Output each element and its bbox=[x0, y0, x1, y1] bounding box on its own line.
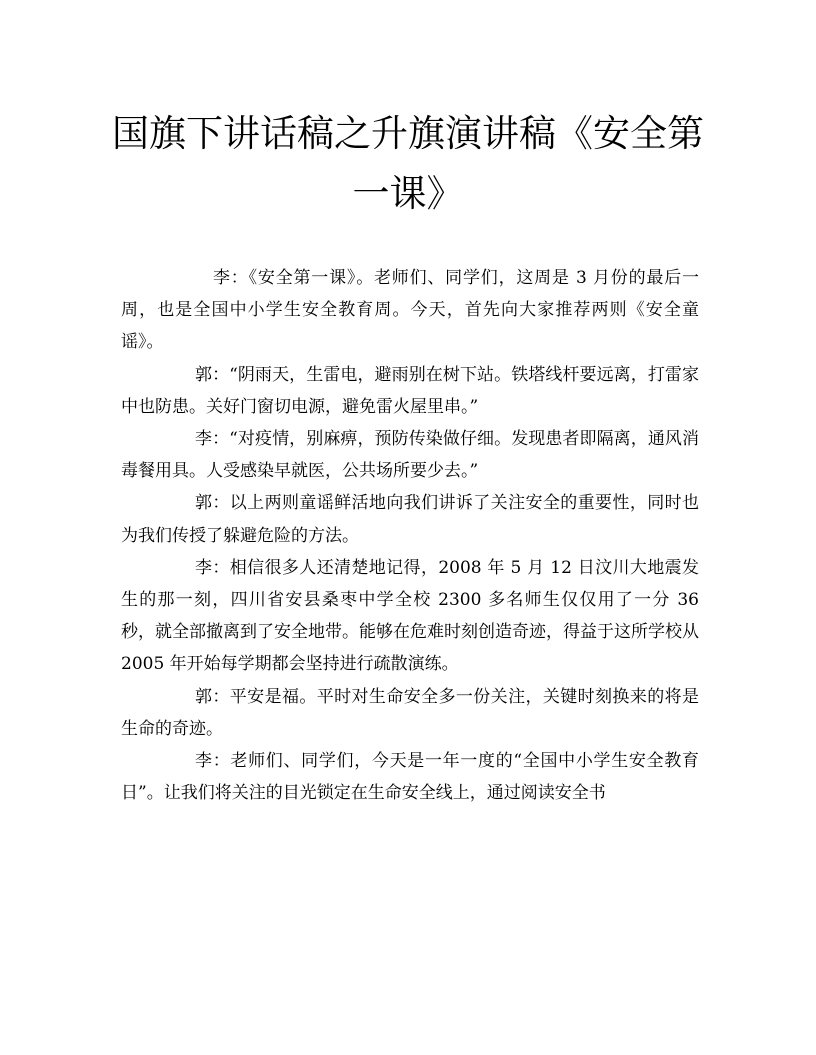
paragraph: 李：《安全第一课》。老师们、同学们，这周是 3 月份的最后一周，也是全国中小学生安全教育周。今天，首先向大家推荐两则《安全童谣》。 bbox=[121, 268, 699, 353]
paragraph: 李：“对疫情，别麻痹，预防传染做仔细。发现患者即隔离，通风消毒餐用具。人受感染早就医，公共场所要少去。” bbox=[121, 429, 699, 482]
paragraph: 郭：平安是福。平时对生命安全多一份关注，关键时刻换来的将是生命的奇迹。 bbox=[121, 686, 699, 739]
paragraph: 郭：“阴雨天，生雷电，避雨别在树下站。铁塔线杆要远离，打雷家中也防患。关好门窗切电源，避免雷火屋里串。” bbox=[121, 364, 699, 417]
document-title: 国旗下讲话稿之升旗演讲稿《安全第一课》 bbox=[112, 112, 704, 215]
paragraph: 李：相信很多人还清楚地记得，2008 年 5 月 12 日汶川大地震发生的那一刻，四川省安县桑枣中学全校 2300 多名师生仅仅用了一分 36 秒，就全部撤离到了安全地带。能够在危难时刻创造奇迹，得益于这所学校从 2005 年开始每学期都会坚持进行疏散演练。 bbox=[121, 557, 699, 675]
paragraph: 郭：以上两则童谣鲜活地向我们讲诉了关注安全的重要性，同时也为我们传授了躲避危险的方法。 bbox=[121, 493, 699, 546]
document-body bbox=[121, 262, 699, 809]
paragraph: 李：老师们、同学们，今天是一年一度的“全国中小学生安全教育日”。让我们将关注的目光锁定在生命安全线上，通过阅读安全书 bbox=[121, 751, 699, 804]
